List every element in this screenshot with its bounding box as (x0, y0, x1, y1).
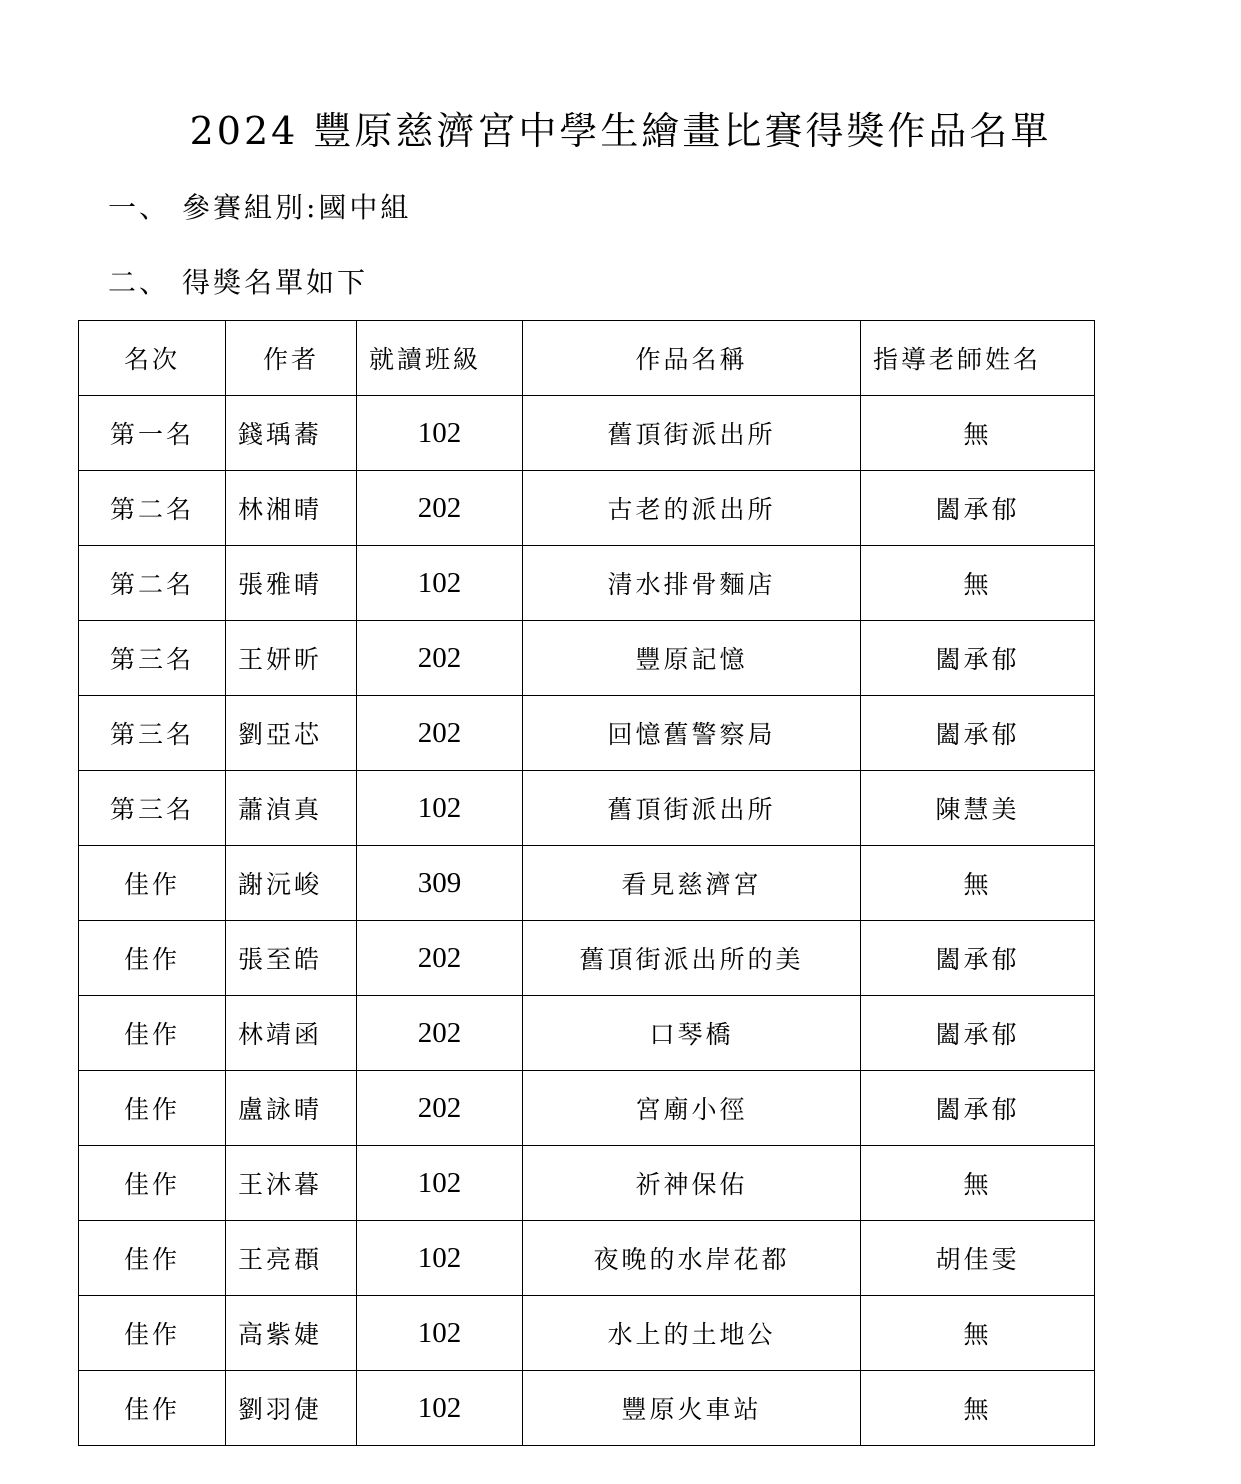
cell-work: 清水排骨麵店 (523, 546, 861, 621)
cell-work: 口琴橋 (523, 996, 861, 1071)
table-row (79, 1146, 1095, 1221)
header-rank: 名次 (79, 321, 226, 396)
cell-class: 102 (357, 1296, 523, 1371)
cell-work: 豐原記憶 (523, 621, 861, 696)
header-author: 作者 (226, 321, 357, 396)
cell-author: 謝沅峻 (226, 846, 357, 921)
cell-class: 102 (357, 1221, 523, 1296)
cell-work: 看見慈濟宮 (523, 846, 861, 921)
cell-class: 102 (357, 771, 523, 846)
cell-author: 林湘晴 (226, 471, 357, 546)
cell-author: 蕭湞真 (226, 771, 357, 846)
section-number: 二、 (108, 266, 171, 299)
cell-rank: 佳作 (79, 996, 226, 1071)
cell-teacher: 闔承郁 (861, 1071, 1095, 1146)
section-text: 參賽組別:國中組 (182, 191, 412, 224)
awards-table (78, 320, 1095, 1446)
cell-author: 張至皓 (226, 921, 357, 996)
cell-teacher: 無 (861, 1296, 1095, 1371)
cell-author: 劉羽倢 (226, 1371, 357, 1446)
cell-teacher: 闔承郁 (861, 471, 1095, 546)
header-work: 作品名稱 (523, 321, 861, 396)
cell-class: 202 (357, 1071, 523, 1146)
cell-rank: 佳作 (79, 1146, 226, 1221)
table-row (79, 1296, 1095, 1371)
cell-teacher: 闔承郁 (861, 921, 1095, 996)
table-row (79, 1071, 1095, 1146)
cell-teacher: 闔承郁 (861, 996, 1095, 1071)
section-text: 得獎名單如下 (182, 266, 369, 299)
cell-author: 王沐暮 (226, 1146, 357, 1221)
cell-author: 林靖函 (226, 996, 357, 1071)
cell-author: 高紫婕 (226, 1296, 357, 1371)
cell-class: 102 (357, 1371, 523, 1446)
cell-class: 102 (357, 396, 523, 471)
cell-work: 夜晚的水岸花都 (523, 1221, 861, 1296)
cell-teacher: 闔承郁 (861, 696, 1095, 771)
cell-rank: 佳作 (79, 1296, 226, 1371)
cell-teacher: 無 (861, 846, 1095, 921)
cell-work: 舊頂街派出所 (523, 396, 861, 471)
table-row (79, 546, 1095, 621)
cell-rank: 佳作 (79, 1221, 226, 1296)
cell-class: 202 (357, 921, 523, 996)
cell-work: 回憶舊警察局 (523, 696, 861, 771)
table-row (79, 996, 1095, 1071)
cell-teacher: 無 (861, 1146, 1095, 1221)
table-row (79, 1221, 1095, 1296)
page-title: 2024 豐原慈濟宮中學生繪畫比賽得獎作品名單 (189, 109, 1052, 153)
cell-author: 王亮頵 (226, 1221, 357, 1296)
cell-rank: 第一名 (79, 396, 226, 471)
cell-work: 祈神保佑 (523, 1146, 861, 1221)
header-teacher: 指導老師姓名 (861, 321, 1095, 396)
cell-class: 102 (357, 546, 523, 621)
cell-rank: 佳作 (79, 1071, 226, 1146)
cell-teacher: 陳慧美 (861, 771, 1095, 846)
cell-class: 102 (357, 1146, 523, 1221)
table-row (79, 771, 1095, 846)
cell-teacher: 無 (861, 546, 1095, 621)
section-division (108, 188, 411, 228)
cell-work: 古老的派出所 (523, 471, 861, 546)
cell-teacher: 闔承郁 (861, 621, 1095, 696)
cell-class: 202 (357, 621, 523, 696)
cell-work: 豐原火車站 (523, 1371, 861, 1446)
table-row (79, 696, 1095, 771)
cell-rank: 第三名 (79, 771, 226, 846)
cell-teacher: 無 (861, 1371, 1095, 1446)
cell-work: 舊頂街派出所 (523, 771, 861, 846)
cell-rank: 第三名 (79, 696, 226, 771)
cell-class: 202 (357, 471, 523, 546)
table-row (79, 846, 1095, 921)
cell-rank: 佳作 (79, 921, 226, 996)
cell-class: 202 (357, 996, 523, 1071)
cell-teacher: 無 (861, 396, 1095, 471)
cell-work: 舊頂街派出所的美 (523, 921, 861, 996)
table-row (79, 921, 1095, 996)
cell-author: 張雅晴 (226, 546, 357, 621)
cell-rank: 第二名 (79, 471, 226, 546)
header-class: 就讀班級 (357, 321, 523, 396)
cell-author: 錢瑀蕎 (226, 396, 357, 471)
table-row (79, 1371, 1095, 1446)
table-row (79, 621, 1095, 696)
section-number: 一、 (108, 191, 171, 224)
cell-author: 盧詠晴 (226, 1071, 357, 1146)
cell-rank: 第二名 (79, 546, 226, 621)
cell-author: 劉亞芯 (226, 696, 357, 771)
cell-class: 202 (357, 696, 523, 771)
cell-rank: 佳作 (79, 1371, 226, 1446)
table-header-row (79, 321, 1095, 396)
section-award-list (108, 263, 368, 303)
cell-work: 水上的土地公 (523, 1296, 861, 1371)
table-row (79, 396, 1095, 471)
cell-rank: 佳作 (79, 846, 226, 921)
table-row (79, 471, 1095, 546)
cell-class: 309 (357, 846, 523, 921)
cell-rank: 第三名 (79, 621, 226, 696)
cell-author: 王妍昕 (226, 621, 357, 696)
cell-teacher: 胡佳雯 (861, 1221, 1095, 1296)
cell-work: 宮廟小徑 (523, 1071, 861, 1146)
